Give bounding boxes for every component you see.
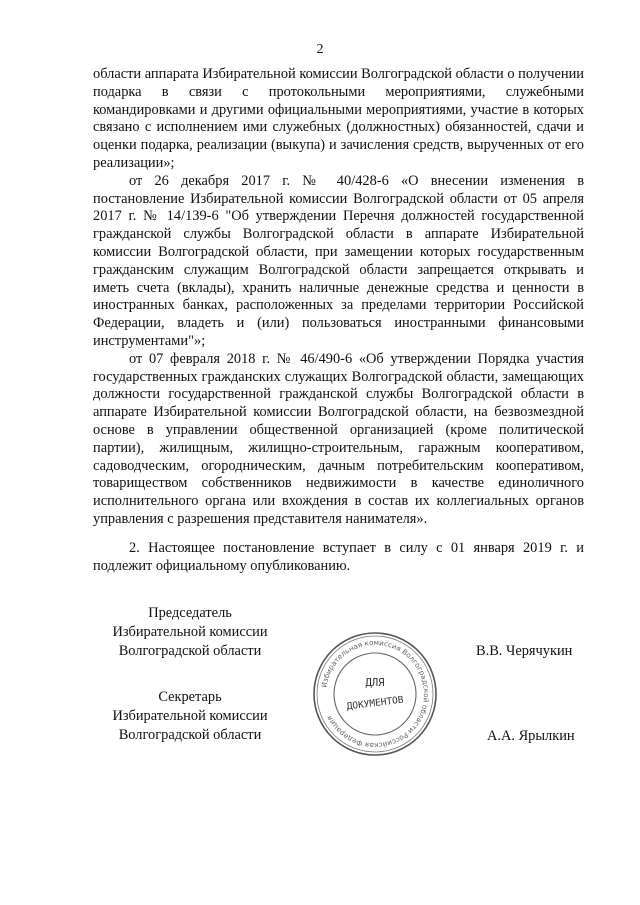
chairman-title-line: Волгоградской области bbox=[118, 643, 262, 659]
document-body bbox=[93, 66, 584, 575]
chairman-title-line: Председатель bbox=[148, 605, 232, 621]
stamp-center-line1: ДЛЯ bbox=[365, 677, 385, 689]
secretary-name: А.А. Ярылкин bbox=[487, 728, 575, 744]
paragraph-2: от 26 декабря 2017 г. № 40/428-6 «О внесении изменения в постановление Избирательной комиссии Волгоградской области от 05 апреля 2017 г. № 14/139-6 "Об утверждении Перечня должностей государственной гражданской службы Волгоградской области в аппарате Избирательной комиссии Волгоградской области, при замещении которых государственным гражданским служащим Волгоградской области запрещается открывать и иметь счета (вклады), хранить наличные денежные средства и ценности в иностранных банках, расположенных за пределами территории Российской Федерации, владеть и (или) пользоваться иностранными финансовыми инструментами"»; bbox=[93, 172, 584, 349]
stamp-ring-text: Избирательная комиссия Волгоградской области Российская Федерация bbox=[319, 637, 432, 751]
paragraph-1: области аппарата Избирательной комиссии Волгоградской области о получении подарка в связи с протокольными мероприятиями, служебными командировками и другими официальными мероприятиями, участие в которых связано с исполнением ими служебных (должностных) обязанностей, сдачи и оценки подарка, реализации (выкупа) и зачисления средств, вырученных от его реализации»; bbox=[93, 66, 584, 171]
chairman-title-line: Избирательной комиссии bbox=[112, 624, 268, 640]
paragraph-3: от 07 февраля 2018 г. № 46/490-6 «Об утверждении Порядка участия государственных гражданских служащих Волгоградской области, замещающих должности государственной гражданской службы Волгоградской области в аппарате Избирательной комиссии Волгоградской области, на безвозмездной основе в управлении общественной организацией (кроме политической партии), жилищным, жилищно-строительным, гаражным кооперативом, садоводческим, огородническим, дачным потребительским кооперативом, товариществом собственников недвижимости в качестве единоличного исполнительного органа или вхождения в состав их коллегиальных органов управления с разрешения представителя нанимателя». bbox=[93, 350, 584, 527]
page-number: 2 bbox=[316, 42, 324, 57]
official-stamp-icon bbox=[311, 630, 439, 758]
secretary-title bbox=[100, 688, 280, 745]
secretary-title-line: Избирательной комиссии bbox=[112, 708, 268, 724]
svg-text:Избирательная комиссия Волгогр bbox=[319, 638, 431, 750]
chairman-title bbox=[100, 604, 280, 661]
paragraph-4: 2. Настоящее постановление вступает в силу с 01 января 2019 г. и подлежит официальному опубликованию. bbox=[93, 539, 584, 574]
secretary-title-line: Секретарь bbox=[158, 689, 222, 705]
secretary-title-line: Волгоградской области bbox=[118, 727, 262, 743]
chairman-name: В.В. Черячукин bbox=[476, 643, 573, 659]
stamp-center-line2: ДОКУМЕНТОВ bbox=[346, 694, 405, 713]
